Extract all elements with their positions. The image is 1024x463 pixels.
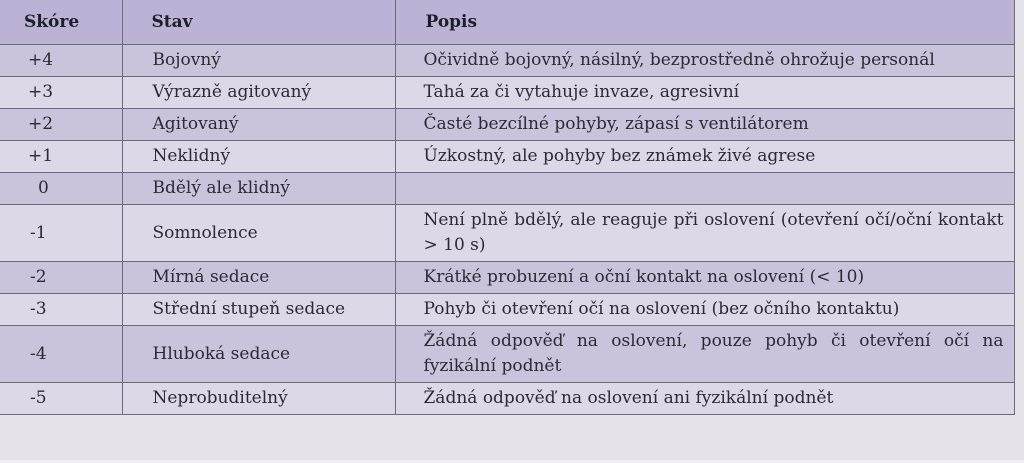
- cell-score: -1: [0, 205, 122, 262]
- table-row: [0, 326, 1014, 383]
- cell-score: +1: [0, 141, 122, 173]
- cell-score: -2: [0, 262, 122, 294]
- table-row: [0, 262, 1014, 294]
- table-row: [0, 77, 1014, 109]
- cell-state: Neprobuditelný: [122, 383, 395, 415]
- cell-state: Mírná sedace: [122, 262, 395, 294]
- table-row: [0, 45, 1014, 77]
- header-state: Stav: [122, 0, 395, 45]
- cell-description: Není plně bdělý, ale reaguje při oslovení (otevření očí/oční kontakt > 10 s): [395, 205, 1014, 262]
- cell-description: Očividně bojovný, násilný, bezprostředně ohrožuje personál: [395, 45, 1014, 77]
- cell-description: Žádná odpověď na oslovení, pouze pohyb či otevření očí na fyzikální podnět: [395, 326, 1014, 383]
- table-row: [0, 109, 1014, 141]
- cell-description: Pohyb či otevření očí na oslovení (bez očního kontaktu): [395, 294, 1014, 326]
- table-row: [0, 294, 1014, 326]
- cell-state: Střední stupeň sedace: [122, 294, 395, 326]
- cell-state: Bojovný: [122, 45, 395, 77]
- cell-score: 0: [0, 173, 122, 205]
- cell-state: Výrazně agitovaný: [122, 77, 395, 109]
- cell-description: Tahá za či vytahuje invaze, agresivní: [395, 77, 1014, 109]
- header-score: Skóre: [0, 0, 122, 45]
- cell-state: Neklidný: [122, 141, 395, 173]
- table-row: [0, 383, 1014, 415]
- cell-description: Úzkostný, ale pohyby bez známek živé agrese: [395, 141, 1014, 173]
- cell-score: +4: [0, 45, 122, 77]
- cell-description: [395, 173, 1014, 205]
- cell-state: Bdělý ale klidný: [122, 173, 395, 205]
- table-header: [0, 0, 1014, 45]
- cell-score: -3: [0, 294, 122, 326]
- cell-state: Agitovaný: [122, 109, 395, 141]
- cell-state: Hluboká sedace: [122, 326, 395, 383]
- cell-score: +2: [0, 109, 122, 141]
- table-row: [0, 173, 1014, 205]
- cell-description: Žádná odpověď na oslovení ani fyzikální podnět: [395, 383, 1014, 415]
- cell-score: +3: [0, 77, 122, 109]
- table-body: [0, 45, 1014, 415]
- header-row: [0, 0, 1014, 45]
- header-description: Popis: [395, 0, 1014, 45]
- cell-score: -4: [0, 326, 122, 383]
- table-row: [0, 141, 1014, 173]
- table-row: [0, 205, 1014, 262]
- cell-state: Somnolence: [122, 205, 395, 262]
- cell-score: -5: [0, 383, 122, 415]
- cell-description: Krátké probuzení a oční kontakt na oslovení (< 10): [395, 262, 1014, 294]
- cell-description: Časté bezcílné pohyby, zápasí s ventilátorem: [395, 109, 1014, 141]
